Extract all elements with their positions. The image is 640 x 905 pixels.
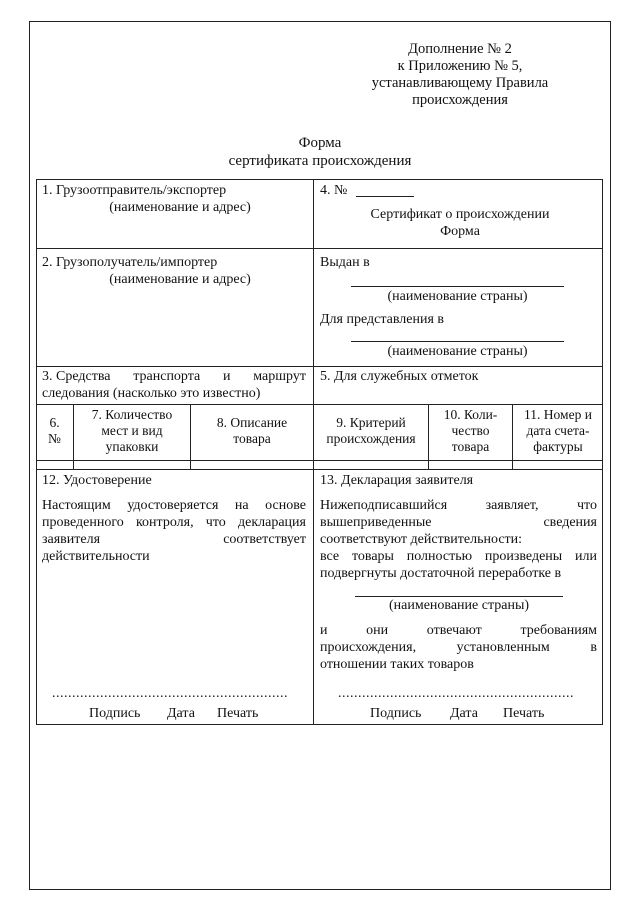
box3-word: и <box>223 369 231 384</box>
row-divider <box>36 366 603 367</box>
col10-line: 10. Коли- <box>443 407 498 422</box>
column-divider <box>313 179 314 725</box>
col10-line: товара <box>451 439 490 454</box>
header-line-3: устанавливающему Правила <box>371 75 549 91</box>
col9-header <box>314 415 428 447</box>
word: декларация <box>237 515 306 530</box>
box3-word: транспорта <box>133 369 201 384</box>
word: что <box>205 515 226 530</box>
certificate-title: Сертификат о происхождении <box>370 207 550 222</box>
certificate-form: Форма <box>440 224 480 239</box>
col7-line: упаковки <box>105 439 159 454</box>
header-line-2: к Приложению № 5, <box>397 58 523 74</box>
box12-date-label: Дата <box>167 706 195 721</box>
box12-signature-dots: ........................................................... <box>52 686 288 701</box>
box12-text-line <box>42 514 306 531</box>
col10-header <box>429 407 512 455</box>
col8-header <box>191 415 313 447</box>
box13-sign-label: Подпись <box>370 706 422 721</box>
word: заявляет, <box>485 498 539 513</box>
row-divider <box>36 460 603 461</box>
box13-text-line: соответствуют действительности: <box>320 532 523 547</box>
issued-country-hint: (наименование страны) <box>387 289 528 304</box>
col7-header <box>74 407 190 455</box>
col11-line: фактуры <box>533 439 583 454</box>
row-divider <box>36 404 603 405</box>
col11-header <box>513 407 603 455</box>
word: установленным <box>456 640 550 655</box>
box1-sublabel: (наименование и адрес) <box>109 200 251 215</box>
word: что <box>577 498 597 513</box>
box3-word: маршрут <box>253 369 306 384</box>
word: на <box>234 498 249 513</box>
presented-to-label: Для представления в <box>320 312 444 327</box>
box3-line-1 <box>42 368 306 385</box>
word: они <box>366 623 389 638</box>
issued-in-label: Выдан в <box>320 255 370 270</box>
row-divider <box>36 248 603 249</box>
col9-line: происхождения <box>326 431 416 446</box>
col6-line: № <box>48 431 61 446</box>
box1-label: 1. Грузоотправитель/экспортер <box>42 183 227 198</box>
box13-text-line <box>320 497 597 514</box>
row-divider <box>36 469 603 470</box>
box13-text-line: отношении таких товаров <box>320 657 474 672</box>
col7-line: 7. Количество <box>91 407 173 422</box>
box12-text-line <box>42 497 306 514</box>
appendix-header <box>330 41 590 109</box>
word: заявителя <box>42 532 101 547</box>
col8-line: 8. Описание <box>216 415 288 430</box>
box13-text-line <box>320 639 597 656</box>
col6-line: 6. <box>49 415 60 430</box>
word: сведения <box>543 515 597 530</box>
col8-line: товара <box>233 431 271 446</box>
word: основе <box>265 498 306 513</box>
box2-label: 2. Грузополучатель/импортер <box>42 255 218 270</box>
word: требованиям <box>520 623 597 638</box>
word: Нижеподписавшийся <box>320 498 448 513</box>
header-line-1: Дополнение № 2 <box>408 41 512 57</box>
col10-line: чество <box>451 423 490 438</box>
box12-stamp-label: Печать <box>217 706 259 721</box>
header-line-4: происхождения <box>412 92 508 108</box>
box2-sublabel: (наименование и адрес) <box>109 272 251 287</box>
box13-signature-dots: ........................................................... <box>338 686 574 701</box>
word: полностью <box>406 549 473 564</box>
issued-country-line <box>351 286 564 287</box>
word: происхождения, <box>320 640 417 655</box>
word: в <box>590 640 597 655</box>
word: удостоверяется <box>127 498 219 513</box>
box13-text-line: подвергнуты достаточной переработке в <box>320 566 562 581</box>
box12-text-line: действительности <box>42 549 150 564</box>
box5-label: 5. Для служебных отметок <box>320 369 479 384</box>
col11-line: дата счета- <box>526 423 590 438</box>
word: отвечают <box>426 623 482 638</box>
word: контроля, <box>135 515 194 530</box>
word: Настоящим <box>42 498 111 513</box>
word: проведенного <box>42 515 124 530</box>
box4-label: 4. № <box>320 183 348 198</box>
word: и <box>320 623 328 638</box>
word: все <box>320 549 340 564</box>
box12-label: 12. Удостоверение <box>42 473 152 488</box>
form-title <box>160 134 480 170</box>
box13-label: 13. Декларация заявителя <box>320 473 474 488</box>
box13-stamp-label: Печать <box>503 706 545 721</box>
title-line-2: сертификата происхождения <box>228 153 412 169</box>
certificate-number-line <box>356 196 414 197</box>
presented-country-hint: (наименование страны) <box>387 344 528 359</box>
box13-text-line <box>320 548 597 565</box>
word: товары <box>351 549 394 564</box>
col11-line: 11. Номер и <box>524 407 592 422</box>
box13-country-hint: (наименование страны) <box>388 598 530 613</box>
box13-date-label: Дата <box>450 706 478 721</box>
box3-line-2: следования (насколько это известно) <box>42 386 261 401</box>
box13-text-line <box>320 622 597 639</box>
word: или <box>575 549 597 564</box>
title-line-1: Форма <box>298 135 342 151</box>
box3-word: 3. Средства <box>42 369 111 384</box>
col7-line: мест и вид <box>101 423 163 438</box>
box12-text-line <box>42 531 306 548</box>
box12-sign-label: Подпись <box>89 706 141 721</box>
col6-header <box>36 415 73 447</box>
presented-country-line <box>351 341 564 342</box>
word: соответствует <box>223 532 306 547</box>
box13-text-line <box>320 514 597 531</box>
word: произведены <box>484 549 563 564</box>
word: вышеприведенные <box>320 515 432 530</box>
col9-line: 9. Критерий <box>336 415 406 430</box>
